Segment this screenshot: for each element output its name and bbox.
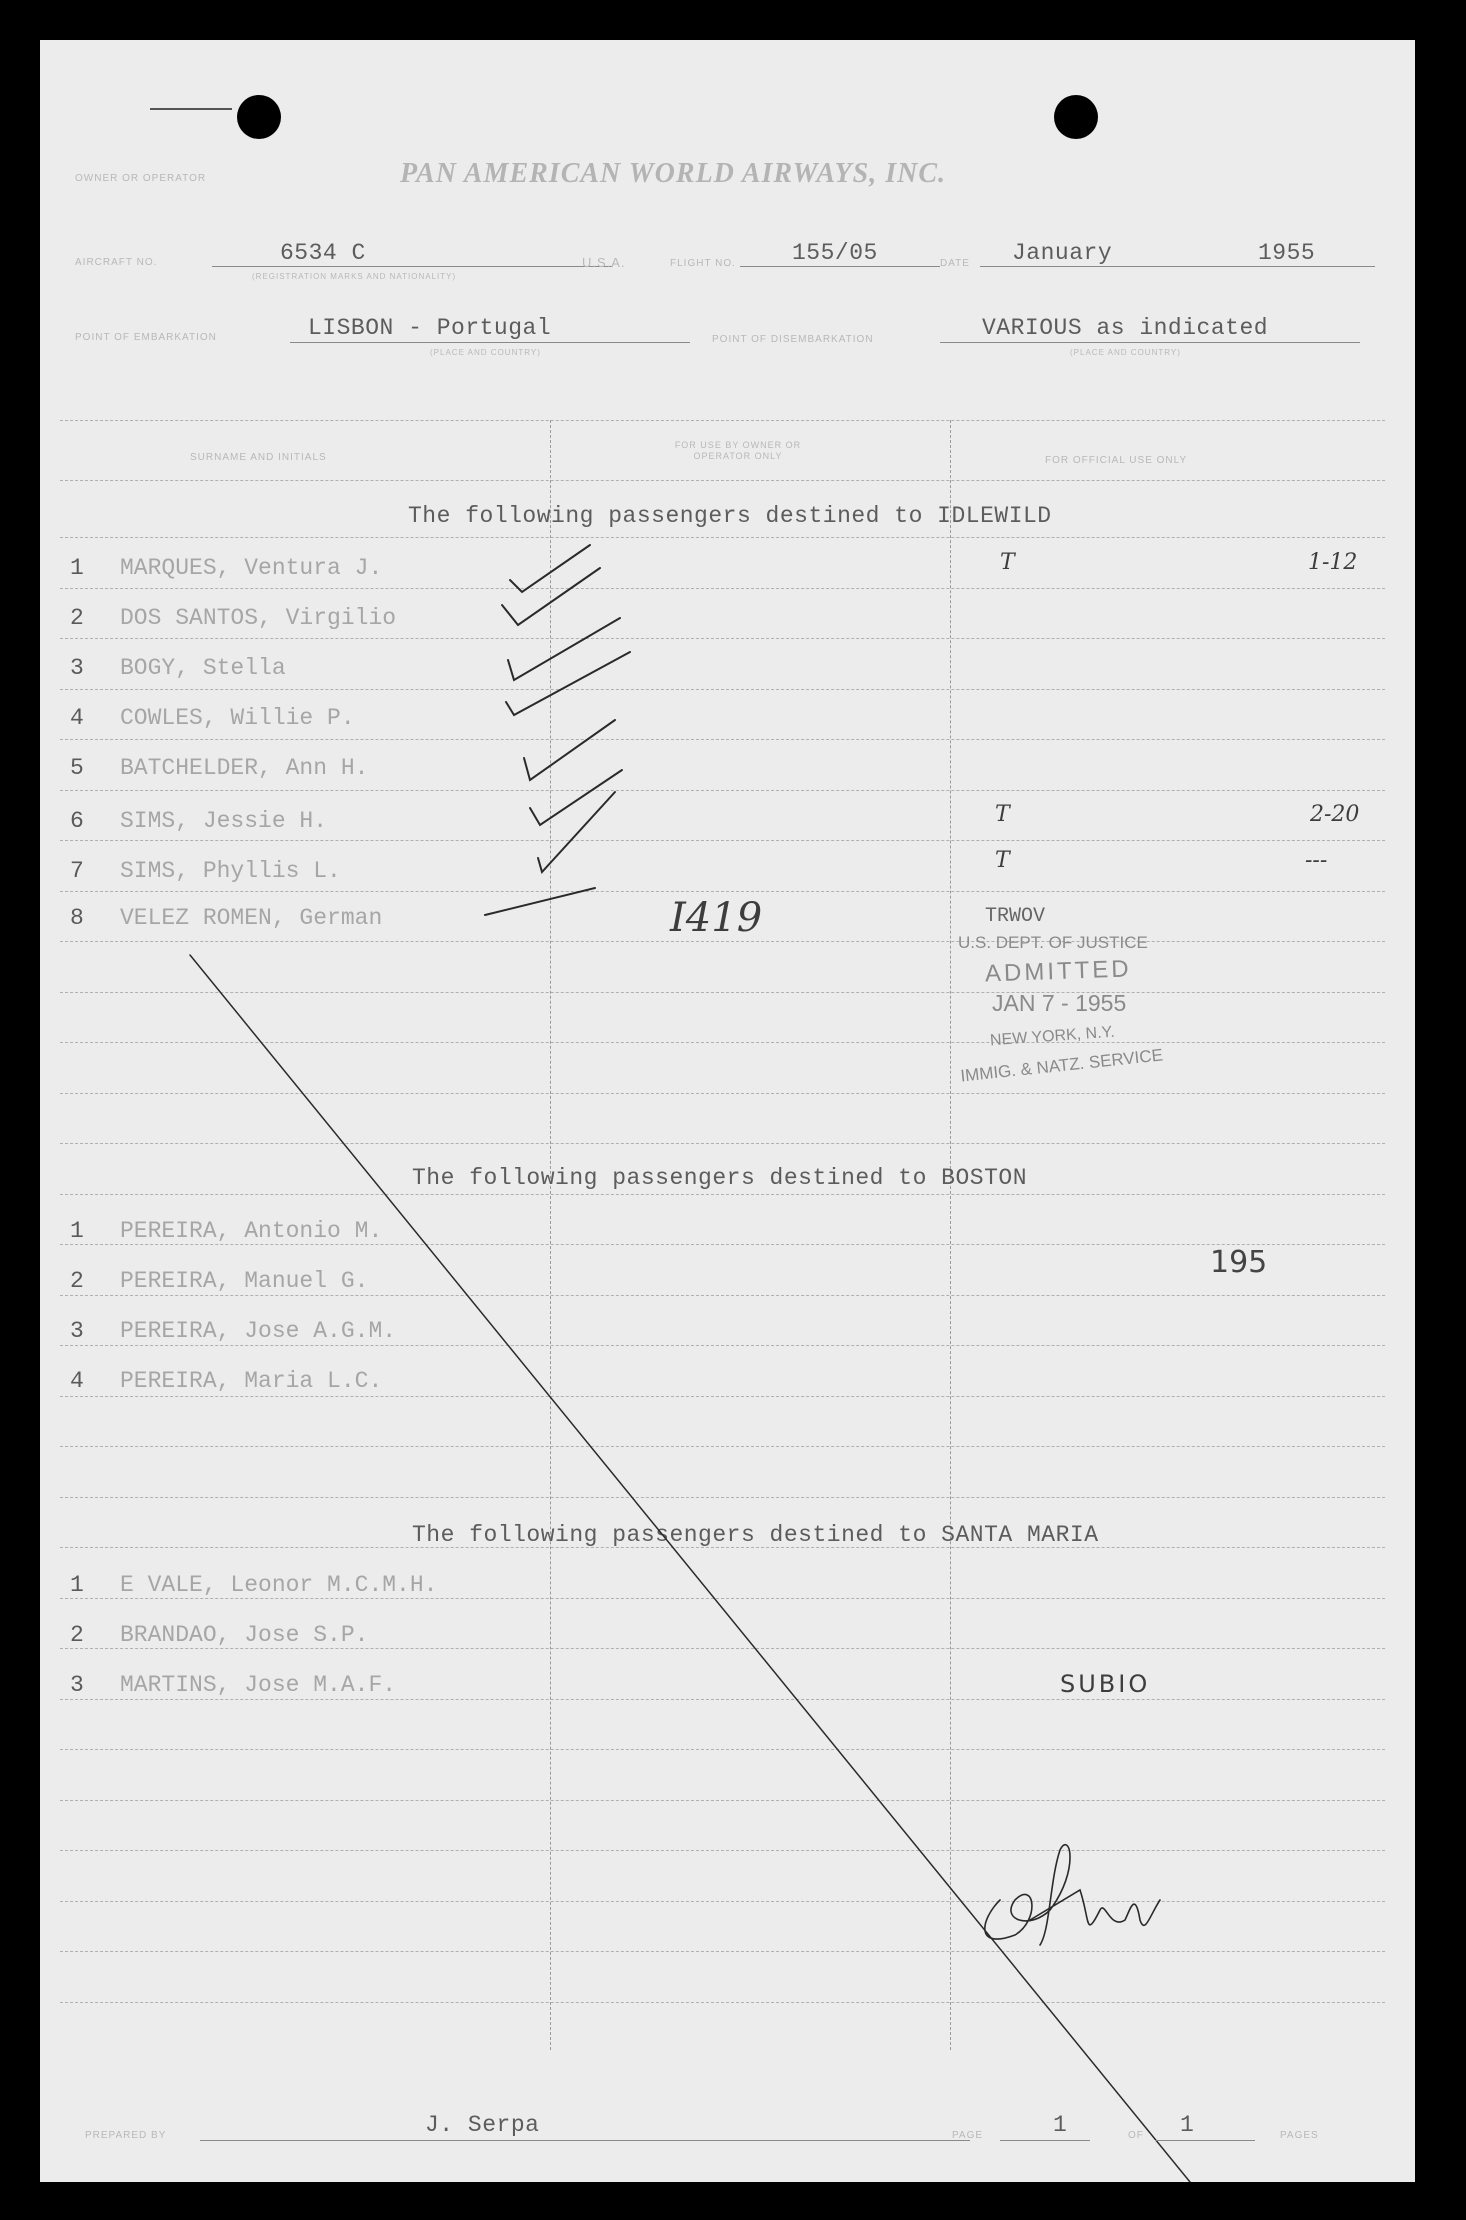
passenger-name: PEREIRA, Maria L.C. [120,1368,383,1394]
passenger-number: 6 [70,808,84,834]
column-owner-use: FOR USE BY OWNER OR OPERATOR ONLY [674,440,802,461]
passenger-name: SIMS, Phyllis L. [120,858,341,884]
disembarkation-caption: (PLACE AND COUNTRY) [1070,348,1181,357]
passenger-name: PEREIRA, Manuel G. [120,1268,369,1294]
embarkation-label: POINT OF EMBARKATION [75,332,217,343]
section-heading-idlewild: The following passengers destined to IDLEWILD [408,503,1052,529]
prepared-underline [200,2140,970,2141]
stamp-city: NEW YORK, N.Y. [989,1023,1116,1050]
embarkation-caption: (PLACE AND COUNTRY) [430,348,541,357]
date-year: 1955 [1258,240,1316,266]
pages-label: PAGES [1280,2130,1319,2141]
page-label: PAGE [952,2130,984,2141]
row7-mark: T [995,848,1010,873]
aircraft-label: AIRCRAFT NO. [75,257,158,268]
check-mark [506,652,630,715]
stamp-admitted: ADMITTED [984,955,1133,988]
passenger-number: 3 [70,1318,84,1344]
row6-mark: T [995,802,1010,827]
passenger-name: BRANDAO, Jose S.P. [120,1622,369,1648]
passenger-number: 4 [70,705,84,731]
date-month: January [1012,240,1113,266]
disembarkation-label: POINT OF DISEMBARKATION [712,334,874,345]
airline-name: PAN AMERICAN WORLD AIRWAYS, INC. [400,158,947,189]
manifest-sheet [40,40,1415,2182]
santa-maria-note: SUBIO [1060,1670,1151,1698]
passenger-name: E VALE, Leonor M.C.M.H. [120,1572,438,1598]
check-mark [530,770,622,825]
section-heading-santa-maria: The following passengers destined to SANTA MARIA [412,1522,1099,1548]
prepared-label: PREPARED BY [85,2130,167,2141]
stamp-code: TRWOV [985,905,1046,928]
diagonal-strike [190,955,1190,2182]
of-label: OF [1128,2130,1144,2141]
row7-range: --- [1305,848,1328,873]
page-total: 1 [1180,2112,1195,2138]
date-label: DATE [940,258,970,269]
passenger-number: 1 [70,555,84,581]
registration-caption: (REGISTRATION MARKS AND NATIONALITY) [252,272,457,281]
row6-range: 2-20 [1310,802,1360,827]
column-surname: SURNAME AND INITIALS [190,452,327,463]
stamp-date: JAN 7 - 1955 [992,990,1127,1016]
passenger-number: 2 [70,1622,84,1648]
passenger-number: 7 [70,858,84,884]
check-mark [510,545,590,592]
passenger-name: MARTINS, Jose M.A.F. [120,1672,397,1698]
passenger-number: 3 [70,655,84,681]
page-number: 1 [1053,2112,1068,2138]
column-official-use: FOR OFFICIAL USE ONLY [1045,455,1188,466]
passenger-name: COWLES, Willie P. [120,705,355,731]
row1-range: 1-12 [1308,550,1358,575]
passenger-name: PEREIRA, Antonio M. [120,1218,383,1244]
passenger-name: VELEZ ROMEN, German [120,905,383,931]
passenger-number: 8 [70,905,84,931]
passenger-name: BOGY, Stella [120,655,286,681]
total-underline [1155,2140,1255,2141]
stamp-dept: U.S. DEPT. OF JUSTICE [958,933,1148,952]
embarkation-value: LISBON - Portugal [308,315,552,341]
check-mark [508,618,620,680]
passenger-name: BATCHELDER, Ann H. [120,755,369,781]
passenger-number: 2 [70,1268,84,1294]
owner-label: OWNER OR OPERATOR [75,173,207,184]
passenger-name: SIMS, Jessie H. [120,808,328,834]
usa-label: U.S.A. [582,255,626,270]
prepared-by: J. Serpa [425,2112,540,2138]
passenger-number: 5 [70,755,84,781]
row8-code: I419 [670,895,763,941]
passenger-number: 3 [70,1672,84,1698]
section-heading-boston: The following passengers destined to BOSTON [412,1165,1027,1191]
passenger-number: 2 [70,605,84,631]
passenger-number: 1 [70,1572,84,1598]
aircraft-number: 6534 C [280,240,366,266]
check-mark [538,792,615,872]
passenger-name: DOS SANTOS, Virgilio [120,605,397,631]
boston-count: 195 [1210,1245,1268,1280]
check-mark [524,720,615,780]
page-underline [1000,2140,1090,2141]
row1-mark: T [1000,550,1015,575]
flight-label: FLIGHT NO. [670,258,736,269]
passenger-number: 4 [70,1368,84,1394]
disembarkation-value: VARIOUS as indicated [982,315,1269,341]
stamp-service: IMMIG. & NATZ. SERVICE [959,1045,1164,1086]
passenger-number: 1 [70,1218,84,1244]
signature [985,1845,1160,1945]
check-mark [502,568,600,625]
passenger-name: MARQUES, Ventura J. [120,555,383,581]
passenger-name: PEREIRA, Jose A.G.M. [120,1318,397,1344]
pen-marks [40,40,1415,2182]
flight-number: 155/05 [792,240,878,266]
check-mark [485,888,595,915]
